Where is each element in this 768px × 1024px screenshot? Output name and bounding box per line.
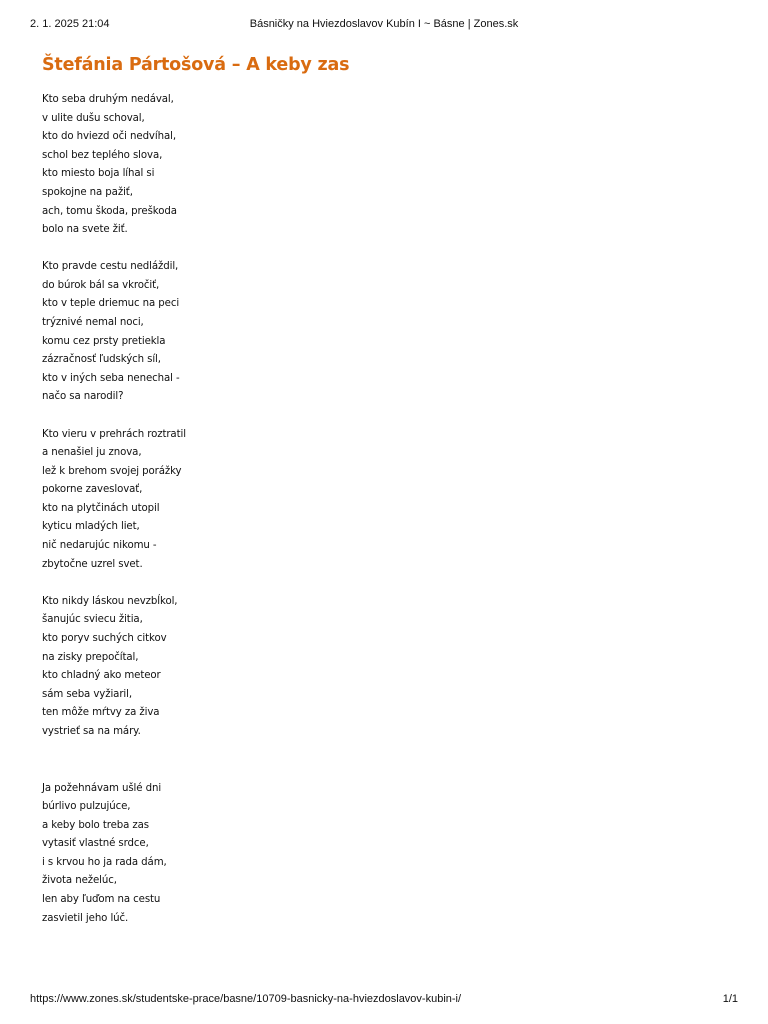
poem-line: nič nedarujúc nikomu - — [42, 540, 157, 552]
poem-line: načo sa narodil? — [42, 391, 124, 403]
poem-line: zasvietil jeho lúč. — [42, 912, 129, 924]
poem-line: kto na plytčinách utopil — [42, 502, 160, 514]
stanza-1 — [42, 91, 642, 240]
poem-line: kto v iných seba nenechal - — [42, 372, 180, 384]
poem-line: komu cez prsty pretiekla — [42, 335, 166, 347]
poem-line: zbytočne uzrel svet. — [42, 558, 143, 570]
poem-line: len aby ľuďom na cestu — [42, 894, 161, 906]
poem-line: kto miesto boja líhal si — [42, 168, 155, 180]
stanza-2 — [42, 258, 642, 407]
poem-line: šanujúc sviecu žitia, — [42, 614, 143, 626]
poem-line: života neželúc, — [42, 875, 117, 887]
stanza-3 — [42, 426, 642, 575]
poem-line: trýznivé nemal noci, — [42, 317, 144, 329]
poem-line: i s krvou ho ja rada dám, — [42, 856, 167, 868]
print-datetime: 2. 1. 2025 21:04 — [30, 18, 110, 30]
poem-line: Kto pravde cestu nedláždil, — [42, 261, 179, 273]
poem-line: ten môže mŕtvy za živa — [42, 707, 160, 719]
poem-line: pokorne zaveslovať, — [42, 484, 143, 496]
poem-line: kto v teple driemuc na peci — [42, 298, 180, 310]
stanza-5 — [42, 780, 642, 929]
poem-line: Kto seba druhým nedával, — [42, 94, 174, 105]
poem-line: kto poryv suchých citkov — [42, 632, 167, 644]
poem-line: bolo na svete žiť. — [42, 224, 128, 236]
poem-title: Štefánia Pártošová – A keby zas — [42, 55, 350, 75]
poem-line: kto do hviezd oči nedvíhal, — [42, 131, 176, 143]
poem-line: a keby bolo treba zas — [42, 819, 149, 831]
poem-line: a nenašiel ju znova, — [42, 447, 142, 459]
poem-line: Kto nikdy láskou nevzbĺkol, — [42, 595, 178, 607]
print-page-number: 1/1 — [722, 993, 738, 1005]
poem-content — [42, 55, 642, 947]
poem-line: v ulite dušu schoval, — [42, 112, 145, 124]
poem-line: schol bez teplého slova, — [42, 149, 163, 161]
poem-line: spokojne na pažiť, — [42, 186, 133, 198]
print-page-title: Básničky na Hviezdoslavov Kubín I ~ Básne | Zones.sk — [249, 18, 519, 30]
poem-line: zázračnosť ľudských síl, — [42, 354, 161, 366]
stanza-4 — [42, 593, 642, 742]
poem-line: kyticu mladých liet, — [42, 521, 140, 533]
poem-line: sám seba vyžiaril, — [42, 688, 133, 700]
poem-line: vytasiť vlastné srdce, — [42, 838, 149, 850]
print-url: https://www.zones.sk/studentske-prace/basne/10709-basnicky-na-hviezdoslavov-kubin-i/ — [30, 993, 462, 1005]
print-header — [30, 18, 738, 32]
print-footer — [30, 993, 738, 1007]
poem-line: na zisky prepočítal, — [42, 651, 139, 663]
poem-line: Kto vieru v prehrách roztratil — [42, 428, 186, 440]
poem-line: lež k brehom svojej porážky — [42, 465, 182, 477]
poem-line: búrlivo pulzujúce, — [42, 801, 131, 813]
poem-line: do búrok bál sa vkročiť, — [42, 279, 160, 291]
poem-line: vystrieť sa na máry. — [42, 725, 141, 737]
poem-line: kto chladný ako meteor — [42, 670, 161, 682]
poem-line: Ja požehnávam ušlé dni — [42, 782, 162, 794]
poem-line: ach, tomu škoda, preškoda — [42, 205, 177, 217]
